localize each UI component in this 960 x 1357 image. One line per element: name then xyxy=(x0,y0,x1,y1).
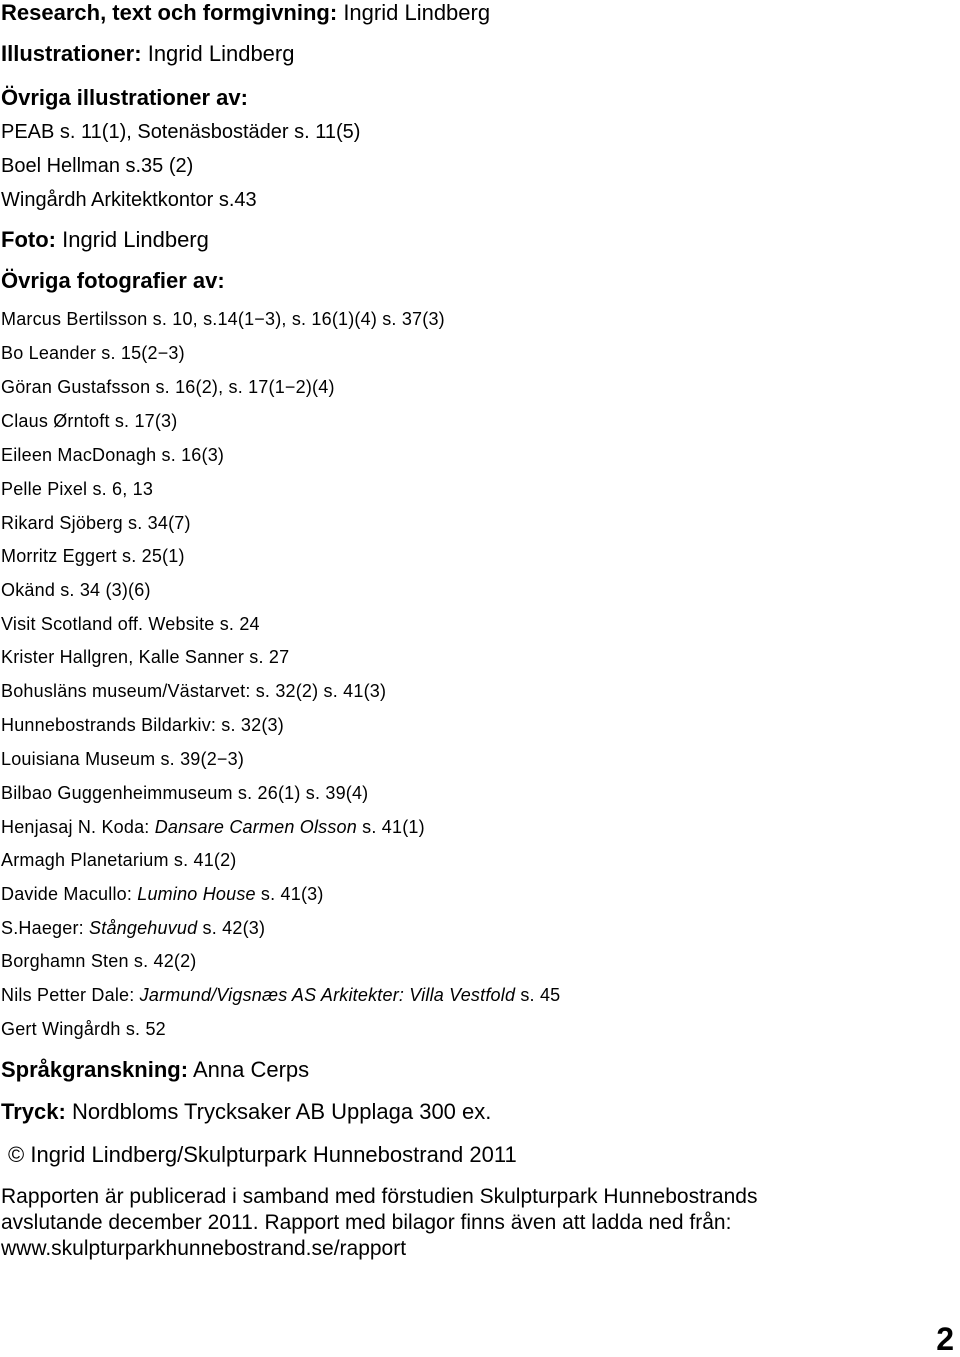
photo-credit-line: Visit Scotland off. Website s. 24 xyxy=(1,614,260,634)
credit-post: s. 45 xyxy=(515,985,561,1005)
photo-credit-line: Krister Hallgren, Kalle Sanner s. 27 xyxy=(1,647,290,667)
artwork-title: Lumino House xyxy=(137,884,256,904)
research-credit xyxy=(1,2,490,24)
photo-credit-line: Gert Wingårdh s. 52 xyxy=(1,1019,166,1039)
photo-credit-line: Bo Leander s. 15(2−3) xyxy=(1,343,185,363)
artwork-title: Dansare Carmen Olsson xyxy=(154,817,357,837)
photo-credit-line: Okänd s. 34 (3)(6) xyxy=(1,580,151,600)
credit-post: s. 41(3) xyxy=(255,884,324,904)
credit-post: s. 42(3) xyxy=(197,918,266,938)
other-illustrations-heading: Övriga illustrationer av: xyxy=(1,85,248,110)
other-photos-heading: Övriga fotografier av: xyxy=(1,268,225,293)
page-number: 2 xyxy=(936,1321,954,1357)
photo-credit-line: Rikard Sjöberg s. 34(7) xyxy=(1,513,191,533)
photo-credit-line: Borghamn Sten s. 42(2) xyxy=(1,951,197,971)
photo-value: Ingrid Lindberg xyxy=(62,227,209,252)
illustrator-label: Illustrationer: xyxy=(1,41,142,66)
illustrator-credit xyxy=(1,43,294,65)
language-review-credit xyxy=(1,1059,309,1081)
illustrator-value: Ingrid Lindberg xyxy=(147,41,295,66)
photo-credit-line: Claus Ørntoft s. 17(3) xyxy=(1,411,178,431)
credit-pre: Davide Macullo: xyxy=(1,884,138,904)
photo-credit-line: Göran Gustafsson s. 16(2), s. 17(1−2)(4) xyxy=(1,377,335,397)
artwork-title: Jarmund/Vigsnæs AS Arkitekter: Villa Vestfold xyxy=(139,985,516,1005)
photo-credit-line: Armagh Planetarium s. 41(2) xyxy=(1,850,237,870)
photo-credit xyxy=(1,229,209,251)
credit-pre: Henjasaj N. Koda: xyxy=(1,817,155,837)
photo-credit-line: Marcus Bertilsson s. 10, s.14(1−3), s. 16(1)(4) s. 37(3) xyxy=(1,309,445,329)
publication-note-line: avslutande december 2011. Rapport med bilagor finns även att ladda ned från: xyxy=(1,1211,732,1234)
photo-credit-line xyxy=(1,919,265,937)
photo-credit-line xyxy=(1,986,560,1004)
print-value: Nordbloms Trycksaker AB Upplaga 300 ex. xyxy=(71,1099,492,1124)
language-label: Språkgranskning: xyxy=(1,1057,189,1082)
publication-note-line: Rapporten är publicerad i samband med förstudien Skulpturpark Hunnebostrands xyxy=(1,1185,758,1208)
photo-credit-line: Bilbao Guggenheimmuseum s. 26(1) s. 39(4) xyxy=(1,783,369,803)
artwork-title: Stångehuvud xyxy=(89,918,198,938)
credit-pre: S.Haeger: xyxy=(1,918,90,938)
print-credit xyxy=(1,1101,491,1123)
language-value: Anna Cerps xyxy=(192,1057,310,1082)
photo-credit-line xyxy=(1,818,425,836)
photo-credit-line: Bohusläns museum/Västarvet: s. 32(2) s. 41(3) xyxy=(1,681,387,701)
credit-pre: Nils Petter Dale: xyxy=(1,985,140,1005)
credit-post: s. 41(1) xyxy=(356,817,425,837)
photo-credit-line xyxy=(1,885,324,903)
illustration-credit-line: Boel Hellman s.35 (2) xyxy=(1,155,194,177)
photo-credit-line: Morritz Eggert s. 25(1) xyxy=(1,546,185,566)
publication-url[interactable]: www.skulpturparkhunnebostrand.se/rapport xyxy=(1,1237,407,1260)
photo-credit-line: Hunnebostrands Bildarkiv: s. 32(3) xyxy=(1,715,284,735)
photo-label: Foto: xyxy=(1,227,56,252)
research-label: Research, text och formgivning: xyxy=(1,0,338,25)
copyright-icon: © xyxy=(8,1142,25,1167)
photo-credit-line: Pelle Pixel s. 6, 13 xyxy=(1,479,154,499)
illustration-credit-line: PEAB s. 11(1), Sotenäsbostäder s. 11(5) xyxy=(1,121,361,143)
photo-credit-line: Louisiana Museum s. 39(2−3) xyxy=(1,749,245,769)
print-label: Tryck: xyxy=(1,1099,66,1124)
research-value: Ingrid Lindberg xyxy=(343,0,491,25)
illustration-credit-line: Wingårdh Arkitektkontor s.43 xyxy=(1,189,257,211)
copyright-text: Ingrid Lindberg/Skulpturpark Hunnebostrand 2011 xyxy=(30,1142,517,1167)
photo-credit-line: Eileen MacDonagh s. 16(3) xyxy=(1,445,225,465)
copyright-line xyxy=(8,1144,517,1166)
